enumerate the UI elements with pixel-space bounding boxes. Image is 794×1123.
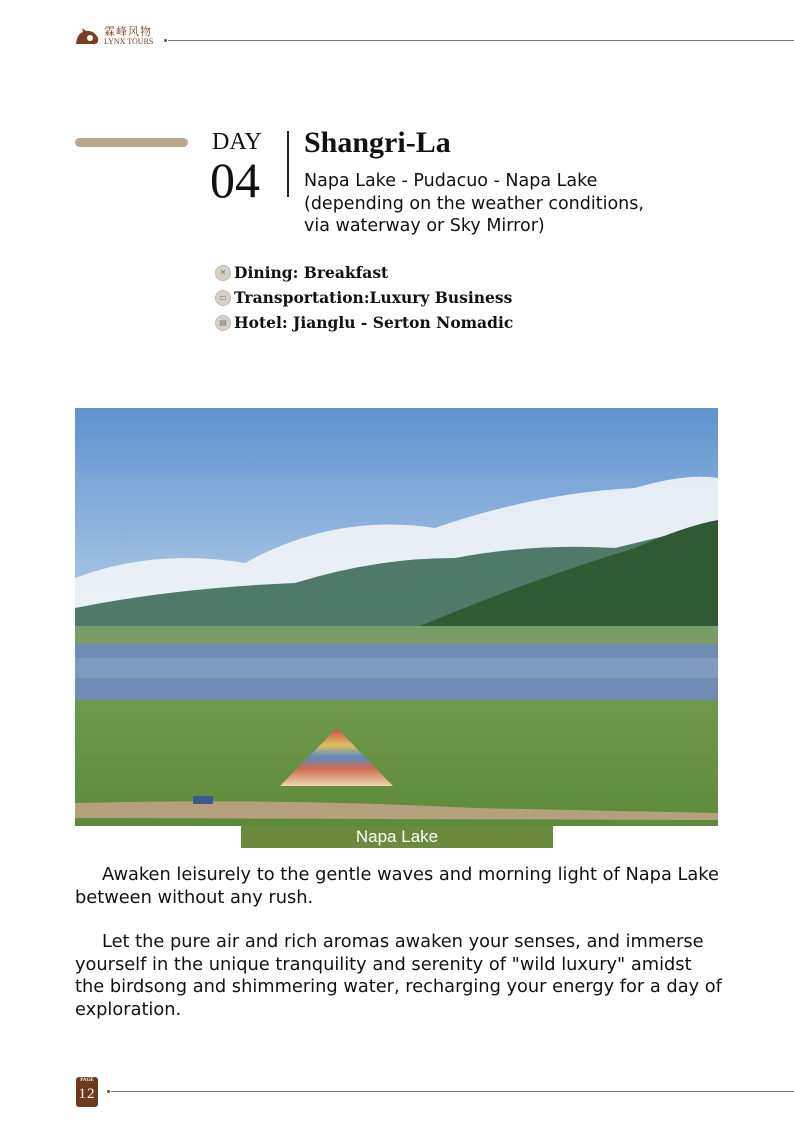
bus-icon: ▭ — [215, 290, 231, 306]
napa-lake-photo — [75, 408, 718, 826]
trip-info — [215, 260, 513, 335]
paragraph-1: Awaken leisurely to the gentle waves and morning light of Napa Lake between without any rush. — [75, 864, 719, 908]
paragraph-2: Let the pure air and rich aromas awaken your senses, and immerse yourself in the unique tranquility and serenity of "wild luxury" amidst the birdsong and shimmering water, recharging your energy for a day of exploration. — [75, 931, 722, 1020]
accent-bar — [75, 138, 188, 147]
footer-divider — [111, 1091, 794, 1092]
dining-icon: ✕ — [215, 265, 231, 281]
footer-dot — [107, 1090, 110, 1093]
page-number-badge — [76, 1077, 98, 1107]
title-divider — [287, 131, 289, 197]
page-label: PAGE — [80, 1078, 94, 1083]
logo — [74, 26, 153, 46]
page-title: Shangri-La — [304, 126, 451, 159]
info-dining — [215, 260, 513, 285]
page-number: 12 — [78, 1086, 96, 1102]
divider-dot — [164, 39, 167, 42]
hotel-icon: ▤ — [215, 315, 231, 331]
logo-english-text: LYNX TOURS — [104, 37, 154, 46]
route-text: Napa Lake - Pudacuo - Napa Lake (depending on the weather conditions, via waterway or Sky Mirror) — [304, 171, 644, 236]
logo-chinese-text: 霖峰风物 — [104, 25, 152, 38]
transportation-text: Transportation:Luxury Business — [234, 288, 513, 307]
day-number: 04 — [210, 152, 260, 208]
header-divider — [168, 40, 794, 41]
photo-caption: Napa Lake — [241, 826, 553, 848]
info-transportation — [215, 285, 513, 310]
day-label: DAY — [212, 129, 262, 155]
info-hotel — [215, 310, 513, 335]
lynx-logo-icon — [74, 26, 100, 46]
dining-text: Dining: Breakfast — [234, 263, 389, 282]
hotel-text: Hotel: Jianglu - Serton Nomadic — [234, 313, 514, 332]
